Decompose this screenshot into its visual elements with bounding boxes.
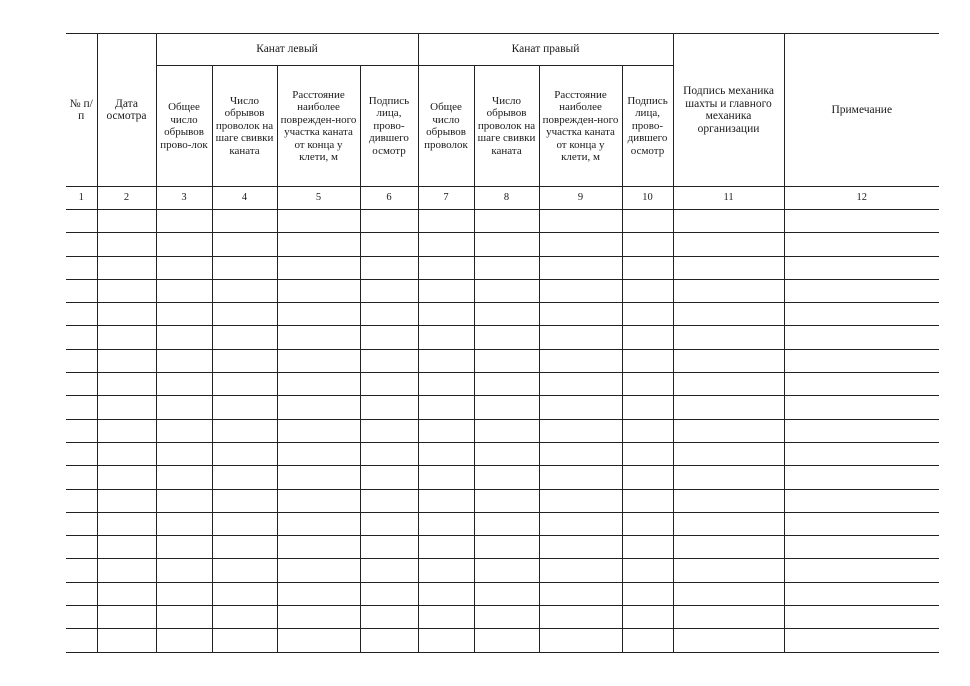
column-number: 6 xyxy=(360,187,418,210)
table-row xyxy=(66,349,939,372)
table-cell[interactable] xyxy=(97,582,156,605)
table-cell[interactable] xyxy=(622,210,673,233)
table-cell[interactable] xyxy=(784,512,939,535)
table-cell[interactable] xyxy=(474,396,539,419)
table-cell[interactable] xyxy=(784,256,939,279)
table-cell[interactable] xyxy=(418,233,474,256)
header-col-date xyxy=(97,34,156,187)
table-cell[interactable] xyxy=(673,326,784,349)
table-row xyxy=(66,582,939,605)
table-cell[interactable] xyxy=(212,326,277,349)
table-cell[interactable] xyxy=(622,303,673,326)
table-cell[interactable] xyxy=(212,210,277,233)
table-cell[interactable] xyxy=(673,210,784,233)
table-cell[interactable] xyxy=(277,466,360,489)
table-cell[interactable] xyxy=(97,373,156,396)
table-cell[interactable] xyxy=(212,559,277,582)
table-cell[interactable] xyxy=(474,606,539,629)
table-cell[interactable] xyxy=(360,396,418,419)
table-cell[interactable] xyxy=(277,606,360,629)
table-cell[interactable] xyxy=(784,233,939,256)
header-left-total-breaks xyxy=(156,66,212,187)
table-cell[interactable] xyxy=(673,233,784,256)
table-cell[interactable] xyxy=(212,442,277,465)
table-cell[interactable] xyxy=(66,582,97,605)
table-cell[interactable] xyxy=(156,326,212,349)
table-cell[interactable] xyxy=(539,349,622,372)
table-cell[interactable] xyxy=(673,419,784,442)
table-cell[interactable] xyxy=(97,536,156,559)
table-cell[interactable] xyxy=(277,233,360,256)
header-group-row xyxy=(66,34,939,66)
table-cell[interactable] xyxy=(156,256,212,279)
table-cell[interactable] xyxy=(212,233,277,256)
table-cell[interactable] xyxy=(156,512,212,535)
table-cell[interactable] xyxy=(673,536,784,559)
header-col-note xyxy=(784,34,939,187)
table-cell[interactable] xyxy=(622,349,673,372)
table-cell[interactable] xyxy=(66,233,97,256)
header-right-damage-distance-label: Расстояние наиболее поврежден-ного участка каната от конца у клети, м xyxy=(542,88,619,163)
table-cell[interactable] xyxy=(418,489,474,512)
table-cell[interactable] xyxy=(360,349,418,372)
table-cell[interactable] xyxy=(97,512,156,535)
table-cell[interactable] xyxy=(66,279,97,302)
table-cell[interactable] xyxy=(418,466,474,489)
table-cell[interactable] xyxy=(474,536,539,559)
table-cell[interactable] xyxy=(418,512,474,535)
table-cell[interactable] xyxy=(418,419,474,442)
table-cell[interactable] xyxy=(784,442,939,465)
table-cell[interactable] xyxy=(277,419,360,442)
column-number-row xyxy=(66,187,939,210)
header-col-number xyxy=(66,34,97,187)
table-cell[interactable] xyxy=(212,606,277,629)
header-right-breaks-per-lay xyxy=(474,66,539,187)
table-cell[interactable] xyxy=(277,582,360,605)
table-row xyxy=(66,512,939,535)
table-cell[interactable] xyxy=(622,419,673,442)
table-cell[interactable] xyxy=(418,606,474,629)
table-cell[interactable] xyxy=(277,629,360,652)
table-cell[interactable] xyxy=(474,303,539,326)
table-cell[interactable] xyxy=(673,396,784,419)
table-cell[interactable] xyxy=(360,303,418,326)
table-cell[interactable] xyxy=(277,559,360,582)
table-cell[interactable] xyxy=(622,606,673,629)
table-cell[interactable] xyxy=(97,349,156,372)
table-row xyxy=(66,233,939,256)
table-cell[interactable] xyxy=(156,373,212,396)
header-left-total-breaks-label: Общее число обрывов прово-лок xyxy=(160,101,208,151)
table-cell[interactable] xyxy=(784,279,939,302)
header-col-mechanic-signature xyxy=(673,34,784,187)
table-row xyxy=(66,326,939,349)
table-cell[interactable] xyxy=(784,582,939,605)
table-cell[interactable] xyxy=(539,536,622,559)
table-cell[interactable] xyxy=(360,536,418,559)
table-cell[interactable] xyxy=(277,256,360,279)
table-cell[interactable] xyxy=(66,256,97,279)
header-right-breaks-per-lay-label: Число обрывов проволок на шаге свивки каната xyxy=(477,94,536,157)
table-cell[interactable] xyxy=(539,210,622,233)
table-cell[interactable] xyxy=(66,349,97,372)
header-right-inspector-signature-label: Подпись лица, прово-дившего осмотр xyxy=(627,94,668,157)
table-cell[interactable] xyxy=(156,396,212,419)
table-cell[interactable] xyxy=(360,582,418,605)
header-left-damage-distance-label: Расстояние наиболее поврежден-ного участка каната от конца у клети, м xyxy=(280,88,357,163)
table-cell[interactable] xyxy=(539,419,622,442)
table-cell[interactable] xyxy=(673,303,784,326)
column-number: 10 xyxy=(622,187,673,210)
table-row xyxy=(66,442,939,465)
column-number: 5 xyxy=(277,187,360,210)
table-cell[interactable] xyxy=(277,349,360,372)
table-cell[interactable] xyxy=(277,536,360,559)
header-left-damage-distance xyxy=(277,66,360,187)
table-cell[interactable] xyxy=(212,512,277,535)
table-cell[interactable] xyxy=(212,582,277,605)
table-cell[interactable] xyxy=(784,419,939,442)
table-cell[interactable] xyxy=(622,582,673,605)
table-cell[interactable] xyxy=(212,489,277,512)
table-cell[interactable] xyxy=(277,396,360,419)
table-cell[interactable] xyxy=(673,466,784,489)
table-cell[interactable] xyxy=(277,489,360,512)
table-cell[interactable] xyxy=(212,256,277,279)
table-cell[interactable] xyxy=(66,559,97,582)
table-cell[interactable] xyxy=(784,373,939,396)
table-cell[interactable] xyxy=(784,466,939,489)
table-cell[interactable] xyxy=(673,559,784,582)
table-cell[interactable] xyxy=(360,373,418,396)
table-cell[interactable] xyxy=(539,629,622,652)
table-cell[interactable] xyxy=(66,373,97,396)
table-cell[interactable] xyxy=(97,466,156,489)
table-cell[interactable] xyxy=(474,233,539,256)
table-cell[interactable] xyxy=(474,326,539,349)
header-left-inspector-signature xyxy=(360,66,418,187)
table-row xyxy=(66,489,939,512)
table-cell[interactable] xyxy=(418,303,474,326)
table-cell[interactable] xyxy=(418,326,474,349)
table-cell[interactable] xyxy=(212,373,277,396)
column-number: 12 xyxy=(784,187,939,210)
header-group-left-label: Канат левый xyxy=(256,43,318,56)
table-cell[interactable] xyxy=(784,303,939,326)
table-cell[interactable] xyxy=(474,349,539,372)
table-cell[interactable] xyxy=(360,512,418,535)
table-cell[interactable] xyxy=(66,466,97,489)
header-left-breaks-per-lay xyxy=(212,66,277,187)
table-cell[interactable] xyxy=(622,279,673,302)
table-row xyxy=(66,396,939,419)
table-cell[interactable] xyxy=(673,489,784,512)
table-cell[interactable] xyxy=(360,442,418,465)
table-cell[interactable] xyxy=(539,559,622,582)
table-cell[interactable] xyxy=(784,210,939,233)
table-cell[interactable] xyxy=(539,326,622,349)
table-cell[interactable] xyxy=(212,419,277,442)
table-cell[interactable] xyxy=(97,233,156,256)
table-cell[interactable] xyxy=(622,396,673,419)
table-cell[interactable] xyxy=(418,279,474,302)
table-cell[interactable] xyxy=(474,582,539,605)
table-cell[interactable] xyxy=(622,629,673,652)
table-cell[interactable] xyxy=(212,536,277,559)
column-number: 11 xyxy=(673,187,784,210)
table-cell[interactable] xyxy=(673,279,784,302)
table-cell[interactable] xyxy=(360,326,418,349)
table-cell[interactable] xyxy=(277,512,360,535)
table-cell[interactable] xyxy=(539,582,622,605)
table-cell[interactable] xyxy=(673,256,784,279)
table-cell[interactable] xyxy=(539,512,622,535)
table-cell[interactable] xyxy=(622,512,673,535)
table-cell[interactable] xyxy=(622,442,673,465)
table-cell[interactable] xyxy=(156,349,212,372)
table-cell[interactable] xyxy=(277,326,360,349)
table-cell[interactable] xyxy=(539,279,622,302)
table-cell[interactable] xyxy=(622,559,673,582)
table-cell[interactable] xyxy=(539,256,622,279)
table-cell[interactable] xyxy=(673,349,784,372)
header-group-right-rope xyxy=(418,34,673,66)
column-number: 1 xyxy=(66,187,97,210)
table-cell[interactable] xyxy=(97,559,156,582)
column-number: 3 xyxy=(156,187,212,210)
table-cell[interactable] xyxy=(474,279,539,302)
table-row xyxy=(66,256,939,279)
table-cell[interactable] xyxy=(97,256,156,279)
table-cell[interactable] xyxy=(156,629,212,652)
table-cell[interactable] xyxy=(673,512,784,535)
table-cell[interactable] xyxy=(97,606,156,629)
column-number: 4 xyxy=(212,187,277,210)
table-cell[interactable] xyxy=(156,279,212,302)
table-cell[interactable] xyxy=(156,303,212,326)
table-cell[interactable] xyxy=(212,466,277,489)
table-row xyxy=(66,629,939,652)
table-cell[interactable] xyxy=(474,210,539,233)
header-col-number-label: № п/п xyxy=(69,97,93,122)
table-cell[interactable] xyxy=(784,606,939,629)
table-cell[interactable] xyxy=(539,373,622,396)
table-row xyxy=(66,559,939,582)
table-cell[interactable] xyxy=(418,559,474,582)
table-cell[interactable] xyxy=(673,606,784,629)
table-cell[interactable] xyxy=(474,442,539,465)
table-row xyxy=(66,419,939,442)
header-right-inspector-signature xyxy=(622,66,673,187)
table-cell[interactable] xyxy=(474,419,539,442)
table-cell[interactable] xyxy=(156,606,212,629)
table-cell[interactable] xyxy=(156,466,212,489)
header-group-left-rope xyxy=(156,34,418,66)
table-cell[interactable] xyxy=(97,279,156,302)
table-cell[interactable] xyxy=(212,396,277,419)
table-cell[interactable] xyxy=(539,466,622,489)
table-row xyxy=(66,373,939,396)
header-left-breaks-per-lay-label: Число обрывов проволок на шаге свивки каната xyxy=(215,94,274,157)
table-cell[interactable] xyxy=(418,210,474,233)
table-cell[interactable] xyxy=(66,512,97,535)
table-cell[interactable] xyxy=(418,396,474,419)
table-cell[interactable] xyxy=(360,279,418,302)
table-cell[interactable] xyxy=(784,326,939,349)
table-cell[interactable] xyxy=(622,256,673,279)
table-cell[interactable] xyxy=(360,256,418,279)
table-cell[interactable] xyxy=(673,629,784,652)
table-cell[interactable] xyxy=(673,442,784,465)
table-cell[interactable] xyxy=(622,233,673,256)
table-cell[interactable] xyxy=(474,256,539,279)
table-cell[interactable] xyxy=(212,303,277,326)
header-col-note-label: Примечание xyxy=(831,103,893,116)
table-cell[interactable] xyxy=(418,256,474,279)
header-right-total-breaks xyxy=(418,66,474,187)
table-cell[interactable] xyxy=(66,303,97,326)
table-cell[interactable] xyxy=(673,373,784,396)
table-cell[interactable] xyxy=(539,442,622,465)
table-cell[interactable] xyxy=(97,442,156,465)
table-row xyxy=(66,466,939,489)
table-cell[interactable] xyxy=(360,419,418,442)
table-cell[interactable] xyxy=(539,303,622,326)
table-cell[interactable] xyxy=(97,396,156,419)
header-group-right-label: Канат правый xyxy=(511,43,580,56)
table-cell[interactable] xyxy=(156,442,212,465)
table-cell[interactable] xyxy=(156,419,212,442)
table-cell[interactable] xyxy=(66,536,97,559)
table-cell[interactable] xyxy=(784,629,939,652)
table-cell[interactable] xyxy=(277,279,360,302)
table-cell[interactable] xyxy=(277,373,360,396)
table-cell[interactable] xyxy=(474,512,539,535)
table-cell[interactable] xyxy=(418,582,474,605)
table-cell[interactable] xyxy=(539,396,622,419)
table-cell[interactable] xyxy=(539,233,622,256)
column-number: 8 xyxy=(474,187,539,210)
table-cell[interactable] xyxy=(673,582,784,605)
table-cell[interactable] xyxy=(474,559,539,582)
table-cell[interactable] xyxy=(97,629,156,652)
table-cell[interactable] xyxy=(97,303,156,326)
table-cell[interactable] xyxy=(360,489,418,512)
table-cell[interactable] xyxy=(212,629,277,652)
table-cell[interactable] xyxy=(784,349,939,372)
table-cell[interactable] xyxy=(97,326,156,349)
table-cell[interactable] xyxy=(360,210,418,233)
table-row xyxy=(66,606,939,629)
table-cell[interactable] xyxy=(156,233,212,256)
table-cell[interactable] xyxy=(277,442,360,465)
table-cell[interactable] xyxy=(66,396,97,419)
header-col-mechanic-signature-label: Подпись механика шахты и главного механика организации xyxy=(683,85,774,135)
table-cell[interactable] xyxy=(97,419,156,442)
table-cell[interactable] xyxy=(66,442,97,465)
header-right-total-breaks-label: Общее число обрывов проволок xyxy=(424,101,468,151)
table-cell[interactable] xyxy=(156,210,212,233)
table-cell[interactable] xyxy=(418,629,474,652)
table-cell[interactable] xyxy=(360,559,418,582)
header-col-date-label: Дата осмотра xyxy=(106,97,147,122)
table-cell[interactable] xyxy=(622,536,673,559)
table-cell[interactable] xyxy=(418,349,474,372)
table-cell[interactable] xyxy=(156,559,212,582)
table-cell[interactable] xyxy=(97,210,156,233)
table-cell[interactable] xyxy=(156,536,212,559)
table-cell[interactable] xyxy=(418,536,474,559)
table-cell[interactable] xyxy=(539,489,622,512)
table-cell[interactable] xyxy=(66,489,97,512)
table-cell[interactable] xyxy=(622,489,673,512)
table-cell[interactable] xyxy=(66,629,97,652)
table-cell[interactable] xyxy=(784,489,939,512)
table-cell[interactable] xyxy=(784,396,939,419)
table-cell[interactable] xyxy=(784,559,939,582)
table-cell[interactable] xyxy=(156,582,212,605)
table-row xyxy=(66,210,939,233)
column-number: 7 xyxy=(418,187,474,210)
rope-inspection-table xyxy=(66,33,939,653)
table-cell[interactable] xyxy=(622,326,673,349)
table-cell[interactable] xyxy=(360,606,418,629)
table-cell[interactable] xyxy=(474,373,539,396)
table-cell[interactable] xyxy=(66,606,97,629)
table-cell[interactable] xyxy=(212,349,277,372)
table-cell[interactable] xyxy=(474,466,539,489)
column-number: 9 xyxy=(539,187,622,210)
table-row xyxy=(66,279,939,302)
table-cell[interactable] xyxy=(277,210,360,233)
table-row xyxy=(66,536,939,559)
table-cell[interactable] xyxy=(418,373,474,396)
table-cell[interactable] xyxy=(212,279,277,302)
header-left-inspector-signature-label: Подпись лица, прово-дившего осмотр xyxy=(368,94,410,157)
table-cell[interactable] xyxy=(97,489,156,512)
table-cell[interactable] xyxy=(156,489,212,512)
table-cell[interactable] xyxy=(418,442,474,465)
table-row xyxy=(66,303,939,326)
table-cell[interactable] xyxy=(622,466,673,489)
table-cell[interactable] xyxy=(539,606,622,629)
table-cell[interactable] xyxy=(784,536,939,559)
table-cell[interactable] xyxy=(66,326,97,349)
table-cell[interactable] xyxy=(66,419,97,442)
table-cell[interactable] xyxy=(360,466,418,489)
table-cell[interactable] xyxy=(474,629,539,652)
table-cell[interactable] xyxy=(360,233,418,256)
table-cell[interactable] xyxy=(474,489,539,512)
table-cell[interactable] xyxy=(277,303,360,326)
table-cell[interactable] xyxy=(360,629,418,652)
header-right-damage-distance xyxy=(539,66,622,187)
table-cell[interactable] xyxy=(66,210,97,233)
column-number: 2 xyxy=(97,187,156,210)
table-cell[interactable] xyxy=(622,373,673,396)
